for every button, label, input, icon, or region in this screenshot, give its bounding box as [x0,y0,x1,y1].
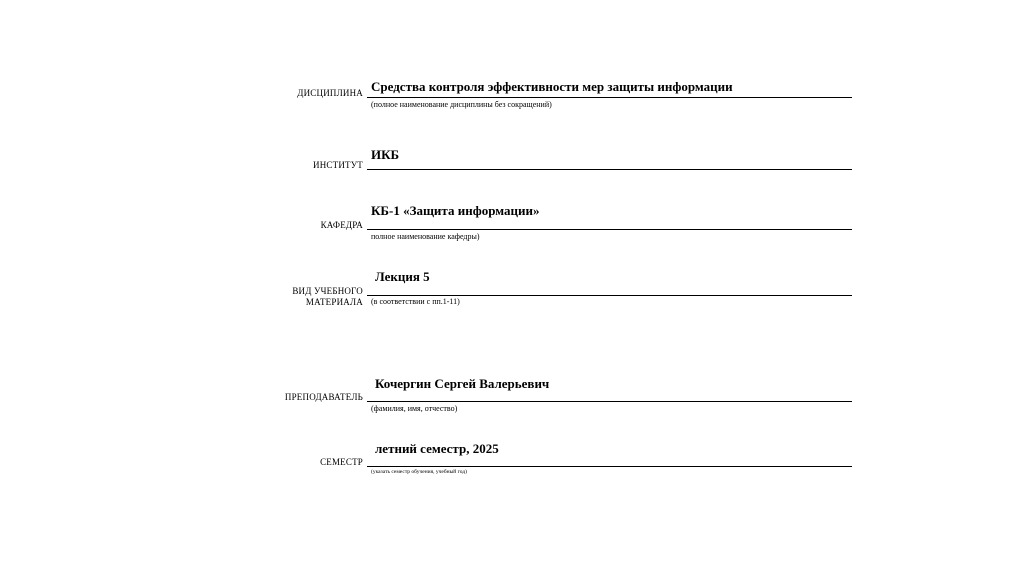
teacher-hint: (фамилия, имя, отчество) [371,404,458,413]
department-value: КБ-1 «Защита информации» [371,203,540,218]
material-type-label-line1: ВИД УЧЕБНОГО [292,286,363,296]
teacher-label: ПРЕПОДАВАТЕЛЬ [284,392,363,402]
teacher-underline [367,401,852,402]
material-type-hint: (в соответствии с пп.1-11) [371,297,460,306]
teacher-value: Кочергин Сергей Валерьевич [375,376,550,391]
department-hint: полное наименование кафедры) [371,232,480,241]
semester-label: СЕМЕСТР [320,457,363,467]
discipline-hint: (полное наименование дисциплины без сокращений) [371,100,552,109]
department-label: КАФЕДРА [320,220,363,230]
discipline-label: ДИСЦИПЛИНА [297,88,363,98]
semester-hint: (указать семестр обучения, учебный год) [371,469,467,475]
material-type-value: Лекция 5 [375,269,430,284]
semester-underline [367,466,852,467]
discipline-value: Средства контроля эффективности мер защиты информации [371,79,733,94]
institute-label: ИНСТИТУТ [313,160,363,170]
institute-underline [367,169,852,170]
semester-value: летний семестр, 2025 [375,441,499,456]
department-underline [367,229,852,230]
discipline-underline [367,97,852,98]
institute-value: ИКБ [371,147,400,162]
material-type-label-line2: МАТЕРИАЛА [305,297,363,307]
material-type-underline [367,295,852,296]
